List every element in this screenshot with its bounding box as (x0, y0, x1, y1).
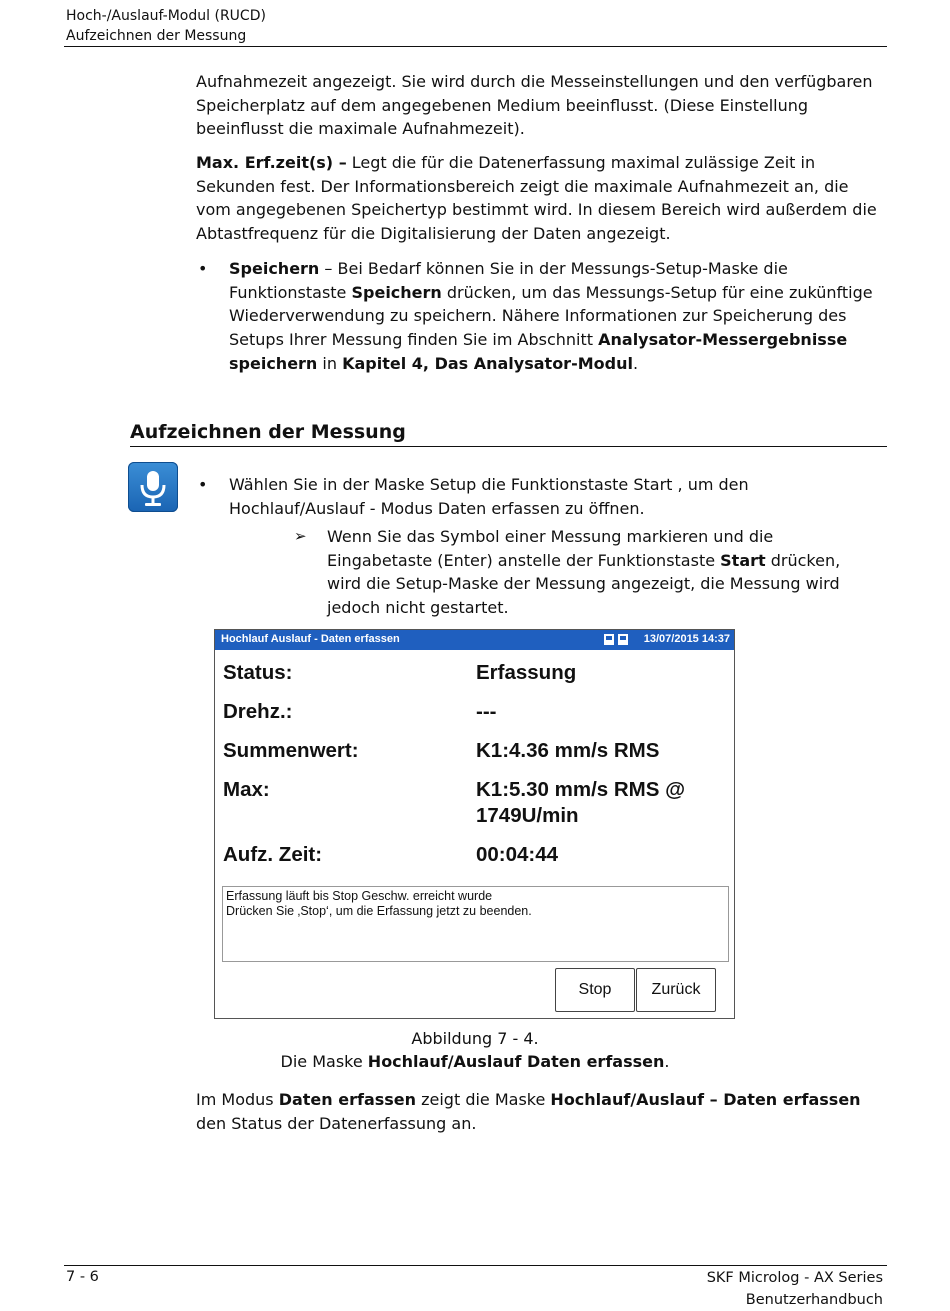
header-module: Hoch-/Auslauf-Modul (RUCD) (66, 8, 266, 24)
header-section: Aufzeichnen der Messung (66, 28, 247, 44)
figure-caption (200, 1050, 750, 1074)
bullet-text: – Bei Bedarf können Sie in der Messungs-Setup-Maske die Funktionstaste (229, 259, 788, 302)
max-label: Max: (223, 778, 270, 801)
paragraph-text: zeigt die Maske (416, 1090, 551, 1109)
paragraph-text: Im Modus (196, 1090, 279, 1109)
term-max-erf-zeit: Max. Erf.zeit(s) – (196, 153, 347, 172)
status-value: Erfassung (476, 661, 577, 684)
bullet-text: . (632, 353, 639, 373)
record-time-value: 00:04:44 (476, 843, 559, 866)
back-button[interactable]: Zurück (636, 968, 716, 1012)
section-title: Aufzeichnen der Messung (130, 421, 406, 443)
device-screen (214, 629, 735, 1019)
storage-icon (604, 634, 614, 645)
caption-term: Hochlauf/Auslauf Daten erfassen (367, 1052, 665, 1071)
paragraph-text: Legt die für die Datenerfassung maximal zulässige Zeit in Sekunden fest. Der Informationsbereich zeigt die maximale Aufnahmezeit an, die vom angegebenen Speichertyp bestimmt wird. In diesem Bereich wird außerdem die Abtastfrequenz für die Digitalisierung der Daten angezeigt. (196, 153, 877, 244)
figure-number: Abbildung 7 - 4. (411, 1029, 539, 1048)
paragraph-text: den Status der Datenerfassung an. (196, 1113, 477, 1133)
bullet-start: Wählen Sie in der Maske Setup die Funktionstaste Start , um den Hochlauf/Auslauf - Modus Daten erfassen zu öffnen. (229, 475, 749, 518)
speed-label: Drehz.: (223, 700, 293, 723)
device-titlebar (215, 630, 734, 650)
overall-label: Summenwert: (223, 739, 359, 762)
arrow-bullet-icon: ➢ (294, 527, 307, 545)
max-value: K1:5.30 mm/s RMS @ 1749U/min (476, 778, 686, 827)
document-type: Benutzerhandbuch (745, 1292, 883, 1308)
bullet-text: drücken, um das Messungs-Setup für eine zukünftige Wiederverwendung zu speichern. Nähere Informationen zur Speicherung des Setups Ihrer Messung finden Sie im Abschnitt (229, 282, 873, 350)
product-name: SKF Microlog - AX Series (706, 1270, 883, 1286)
term-start: Start (720, 550, 766, 570)
header-rule (64, 46, 887, 47)
caption-text: Die Maske (280, 1052, 368, 1071)
footer-rule (64, 1265, 887, 1266)
section-rule (130, 446, 887, 447)
message-box (222, 886, 729, 962)
speed-value: --- (476, 700, 497, 723)
message-line: Erfassung läuft bis Stop Geschw. erreicht wurde (226, 889, 493, 903)
bullet-dot: • (198, 259, 208, 278)
running-header (66, 6, 266, 46)
bullet-dot: • (198, 475, 208, 494)
page-number: 7 - 6 (66, 1269, 99, 1285)
device-title: Hochlauf Auslauf - Daten erfassen (221, 633, 400, 645)
battery-icon (618, 634, 628, 645)
paragraph-record-time: Aufnahmezeit angezeigt. Sie wird durch die Messeinstellungen und den verfügbaren Speicherplatz auf dem angegebenen Medium beeinflusst. (Diese Einstellung beeinflusst die maximale Aufnahmezeit). (196, 72, 873, 139)
term-speichern: Speichern (229, 259, 320, 278)
stop-button[interactable]: Stop (555, 968, 635, 1012)
term-chapter-ref: Kapitel 4, Das Analysator-Modul (342, 353, 633, 373)
device-datetime: 13/07/2015 14:37 (643, 633, 730, 645)
term-daten-erfassen: Daten erfassen (278, 1090, 417, 1109)
message-line: Drücken Sie ‚Stop‘, um die Erfassung jetzt zu beenden. (226, 904, 532, 918)
paragraph-max-record-time (196, 151, 886, 246)
status-label: Status: (223, 661, 293, 684)
bullet-text: in (317, 353, 343, 373)
microphone-icon (128, 462, 178, 512)
record-time-label: Aufz. Zeit: (223, 843, 323, 866)
paragraph-status (196, 1088, 886, 1135)
term-speichern-2: Speichern (351, 282, 442, 302)
sub-bullet-text: drücken, wird die Setup-Maske der Messung angezeigt, die Messung wird jedoch nicht gestartet. (327, 550, 841, 618)
term-mask-name: Hochlauf/Auslauf – Daten erfassen (550, 1090, 861, 1109)
term-section-ref: Analysator-Messergebnisse speichern (229, 330, 848, 373)
footer-product (707, 1267, 883, 1311)
overall-value: K1:4.36 mm/s RMS (476, 739, 660, 762)
caption-text: . (664, 1052, 670, 1071)
bullet-save (229, 257, 889, 376)
sub-bullet-text: Wenn Sie das Symbol einer Messung markieren und die Eingabetaste (Enter) anstelle der Funktionstaste (327, 527, 774, 570)
sub-bullet-enter (327, 525, 857, 620)
